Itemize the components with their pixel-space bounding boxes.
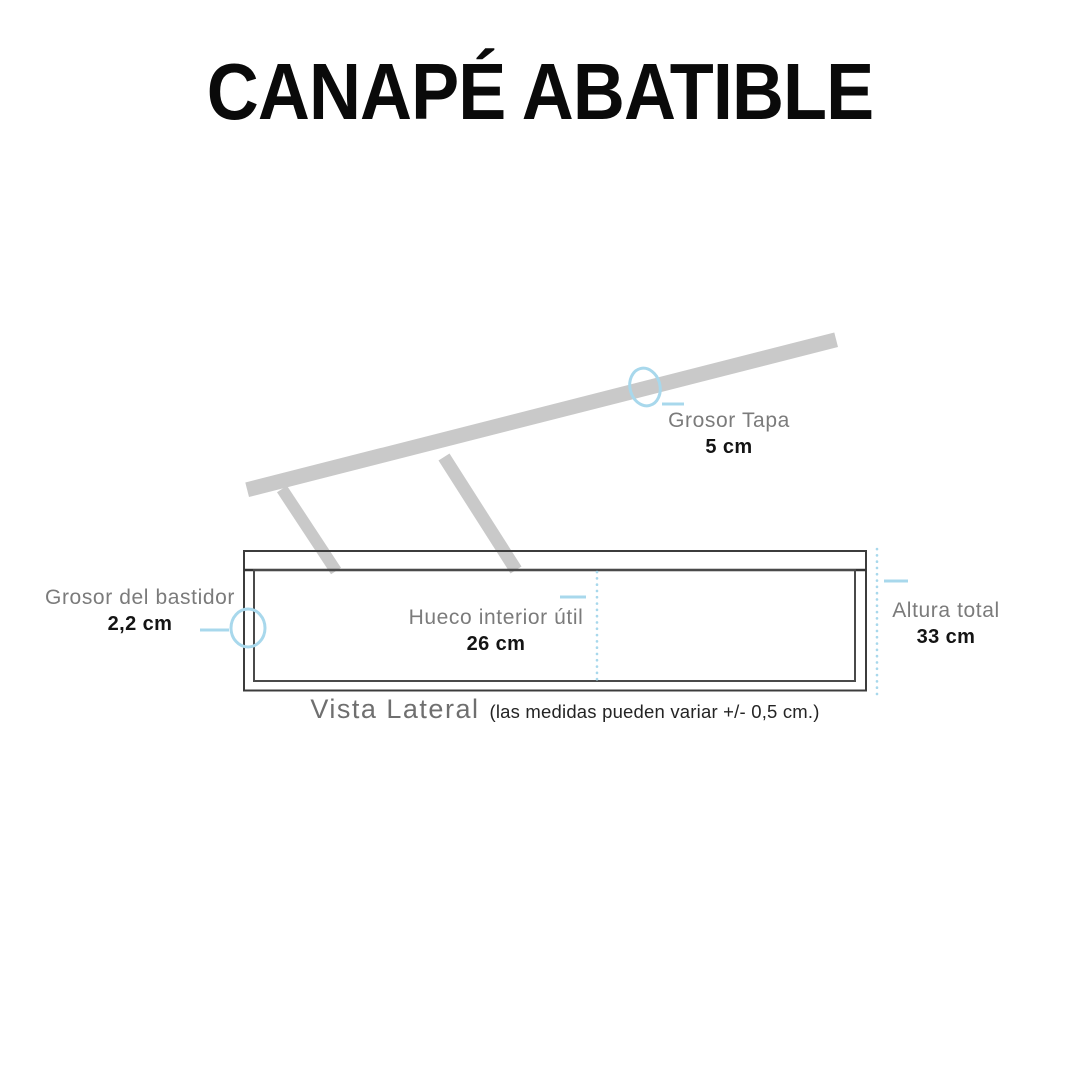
support-strut-right bbox=[439, 454, 522, 574]
frame-thickness-marker-circle bbox=[231, 609, 265, 647]
frame-thickness-label-block bbox=[45, 586, 235, 636]
total-height-label: Altura total bbox=[892, 599, 1000, 622]
frame-thickness-label: Grosor del bastidor bbox=[45, 586, 235, 609]
lid-thickness-value: 5 cm bbox=[705, 436, 753, 458]
lid-thickness-label-block bbox=[668, 409, 790, 459]
interior-height-label-block bbox=[409, 606, 584, 656]
total-height-label-block bbox=[892, 599, 1000, 649]
caption-view-name: Vista Lateral bbox=[310, 694, 480, 724]
frame-thickness-value: 2,2 cm bbox=[107, 613, 173, 635]
diagram-caption bbox=[240, 694, 890, 725]
lid-thickness-label: Grosor Tapa bbox=[668, 409, 790, 432]
page-title: CANAPÉ ABATIBLE bbox=[206, 47, 874, 136]
caption-tolerance-note: (las medidas pueden variar +/- 0,5 cm.) bbox=[489, 701, 820, 722]
support-strut-left bbox=[277, 486, 341, 575]
interior-height-label: Hueco interior útil bbox=[408, 606, 584, 629]
interior-height-value: 26 cm bbox=[466, 633, 526, 655]
total-height-value: 33 cm bbox=[916, 626, 976, 648]
